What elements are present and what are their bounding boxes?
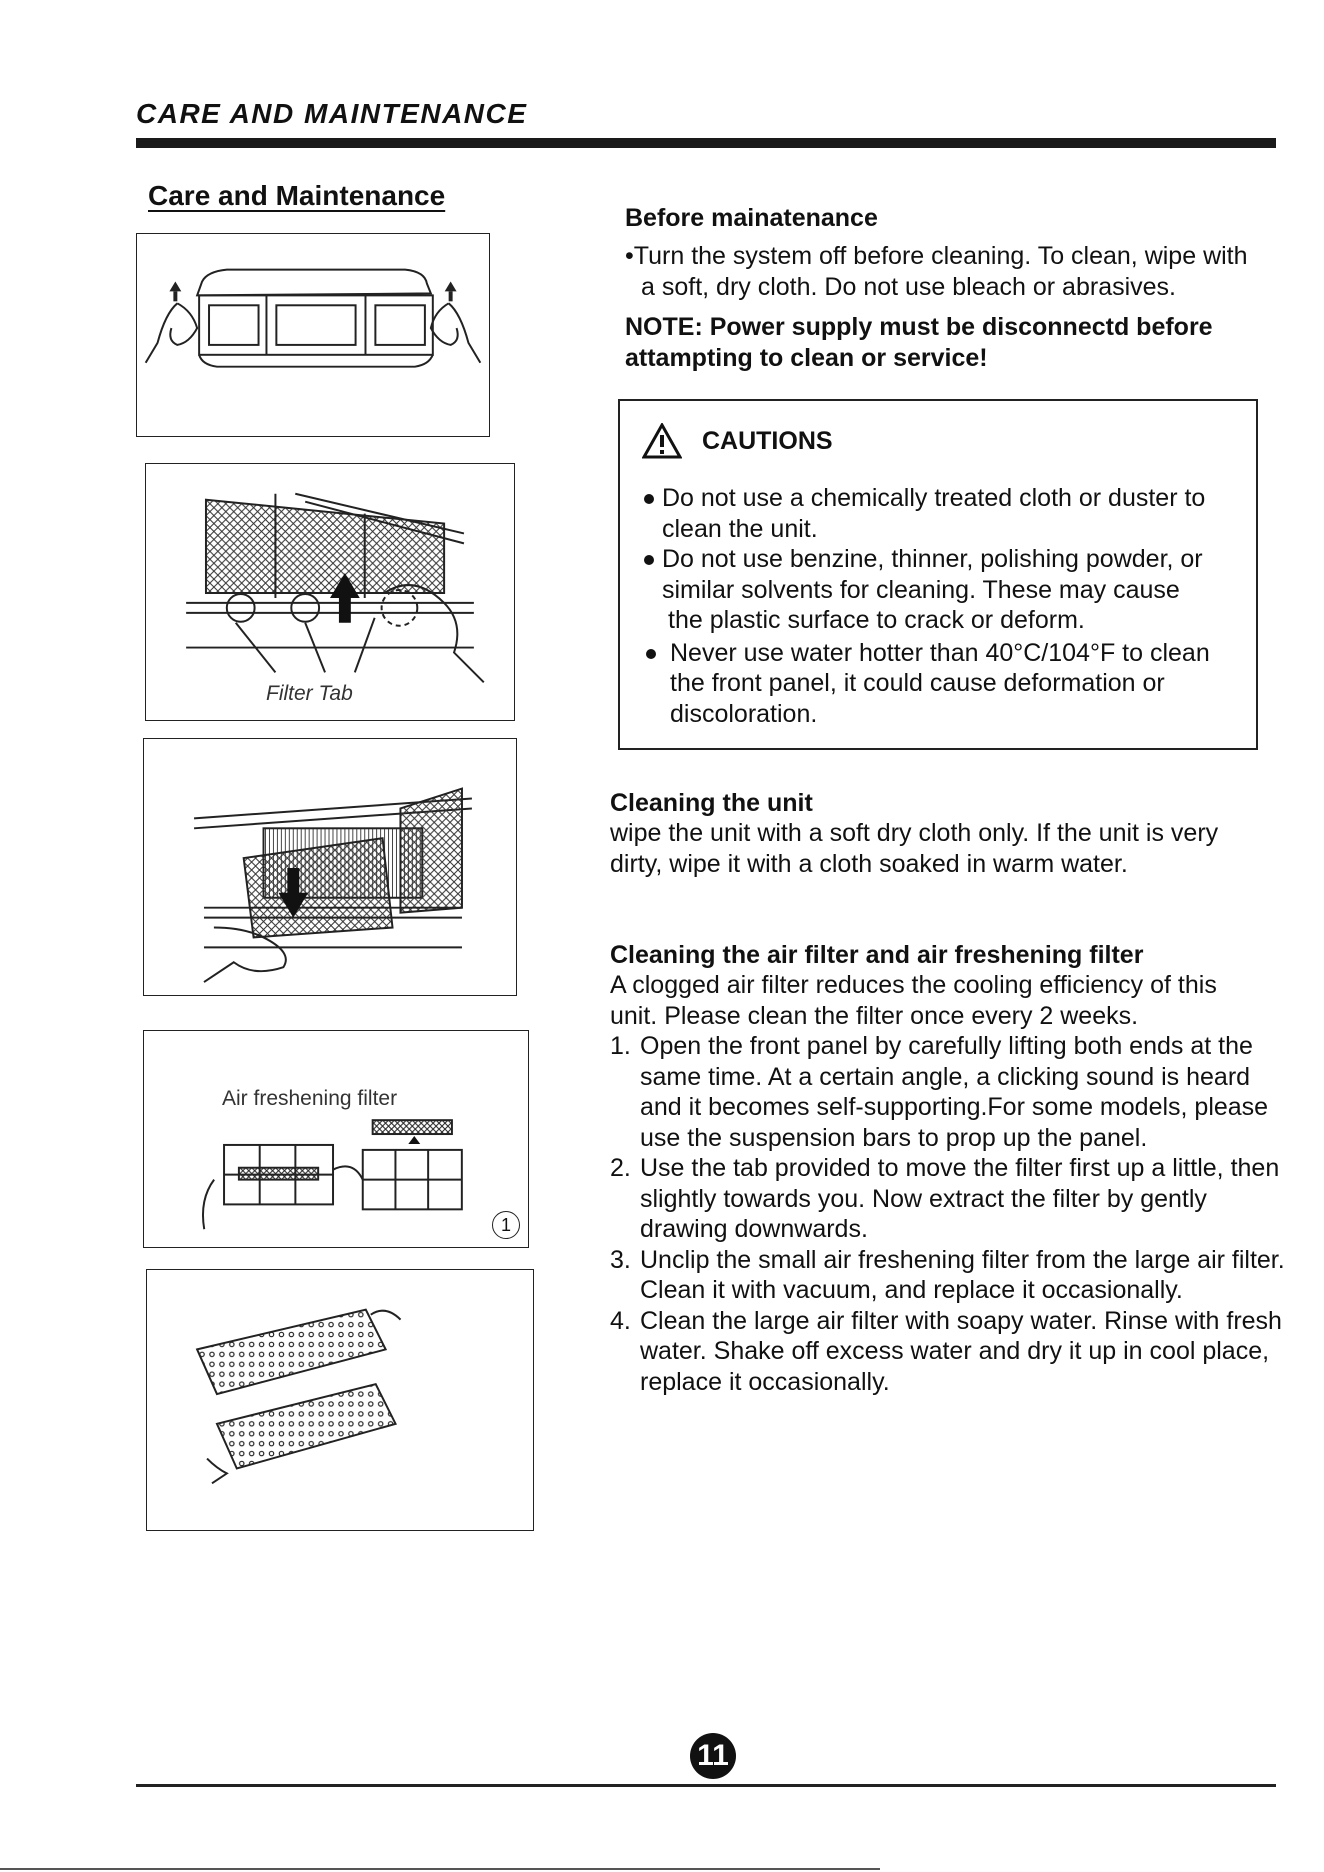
cleaning-filter-heading: Cleaning the air filter and air freshening filter <box>610 941 1144 969</box>
caution-item <box>640 544 1250 636</box>
before-line-2: a soft, dry cloth. Do not use bleach or abrasives. <box>641 272 1176 301</box>
cautions-box <box>618 399 1258 750</box>
figure-wash-filters <box>146 1269 534 1531</box>
step-number: 3. <box>610 1245 631 1274</box>
list-item <box>610 1153 1290 1245</box>
step-number: 1. <box>610 1032 631 1060</box>
page-number: 11 <box>690 1733 736 1779</box>
cleaning-unit-text: wipe the unit with a soft dry cloth only. If the unit is very dirty, wipe it with a cloth soaked in warm water. <box>610 819 1219 878</box>
caution-item-2b-text: similar solvents for cleaning. These may cause <box>662 575 1180 604</box>
figure-open-front-panel <box>136 233 490 437</box>
figure-air-freshening-filter <box>143 1030 529 1248</box>
section-title: Care and Maintenance <box>148 180 446 211</box>
air-freshening-filter-label: Air freshening filter <box>222 1087 398 1110</box>
bullet-dot <box>644 555 654 565</box>
caution-item <box>640 638 1250 730</box>
cleaning-filter-intro: A clogged air filter reduces the cooling efficiency of this unit. Please clean the filter once every 2 weeks. <box>610 971 1217 1030</box>
figure-filter-tab <box>145 463 515 721</box>
header-rule <box>136 138 1276 148</box>
caution-item <box>640 483 1250 544</box>
step-number: 4. <box>610 1306 631 1335</box>
caution-item-3a-text: Never use water hotter than 40°C/104°F to clean <box>670 638 1210 667</box>
warning-triangle-icon <box>642 423 682 459</box>
page-header-title: CARE AND MAINTENANCE <box>136 98 528 129</box>
caution-item-3b-text: the front panel, it could cause deformation or <box>670 669 1165 697</box>
step-number: 2. <box>610 1154 631 1182</box>
bullet-dot <box>646 649 656 659</box>
before-line-1: Turn the system off before cleaning. To clean, wipe with <box>633 242 1248 270</box>
cleaning-unit-heading: Cleaning the unit <box>610 789 813 817</box>
before-maintenance-text <box>625 241 1285 302</box>
bullet: • <box>625 242 634 270</box>
front-panel-illustration <box>137 234 489 436</box>
power-note: NOTE: Power supply must be disconnectd before attampting to clean or service! <box>625 313 1213 372</box>
step-text: Unclip the small air freshening filter from the large air filter. Clean it with vacuum, and replace it occasionally. <box>640 1245 1285 1304</box>
step-text: Open the front panel by carefully lifting both ends at the same time. At a certain angle, a clicking sound is heard and it becomes self-supporting.For some models, please use the suspension bars to prop up the panel. <box>640 1032 1269 1152</box>
extract-filter-illustration <box>144 739 516 995</box>
filter-tab-label: Filter Tab <box>266 682 353 705</box>
footer-rule <box>136 1784 1276 1787</box>
caution-item-3c-text: discoloration. <box>670 699 818 728</box>
wash-filters-illustration <box>147 1270 533 1530</box>
step-text: Use the tab provided to move the filter first up a little, then slightly towards you. Now extract the filter by gently drawing downwards. <box>640 1154 1280 1243</box>
caution-item-2a-text: Do not use benzine, thinner, polishing powder, or <box>662 545 1203 573</box>
caution-item-1-text: Do not use a chemically treated cloth or duster to clean the unit. <box>662 484 1206 543</box>
cautions-list <box>640 483 1250 729</box>
cleaning-steps <box>610 1031 1290 1397</box>
list-item <box>610 1245 1290 1306</box>
figure-extract-filter <box>143 738 517 996</box>
cautions-heading: CAUTIONS <box>702 427 833 455</box>
bullet-dot <box>644 494 654 504</box>
before-maintenance-heading: Before mainatenance <box>625 204 878 232</box>
list-item <box>610 1306 1290 1398</box>
air-freshening-illustration <box>144 1031 528 1247</box>
step-text: Clean the large air filter with soapy water. Rinse with fresh water. Shake off excess water and dry it up in cool place, replace it occasionally. <box>640 1306 1282 1396</box>
step-marker: 1 <box>492 1211 520 1239</box>
caution-item-2c-text: the plastic surface to crack or deform. <box>668 606 1085 634</box>
list-item <box>610 1031 1290 1153</box>
bottom-edge-rule <box>0 1868 880 1870</box>
